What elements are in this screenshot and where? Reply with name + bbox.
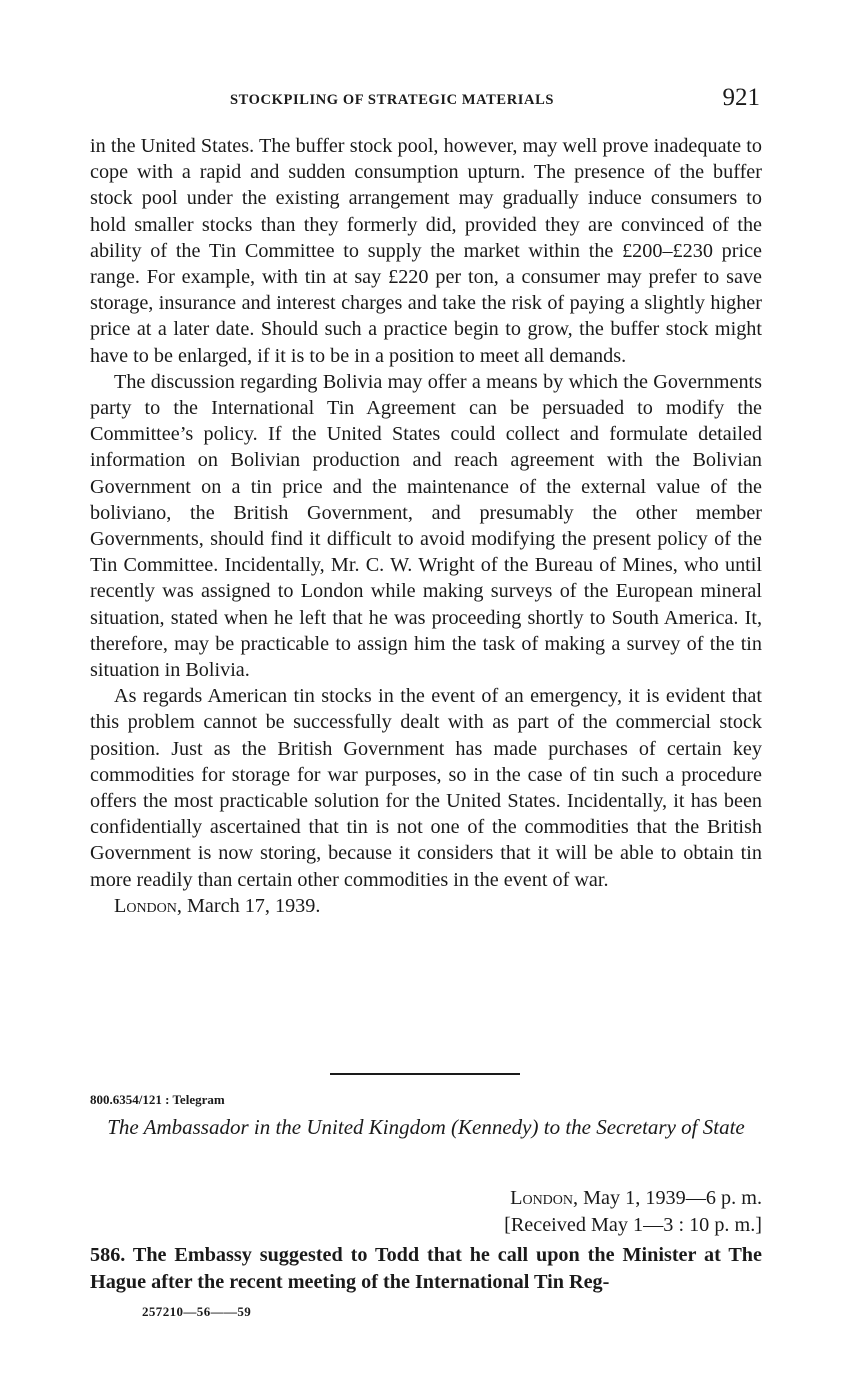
running-head (90, 84, 762, 120)
paragraph-american-stocks: As regards American tin stocks in the event of an emergency, it is evident that this problem cannot be successfully dealt with as part of the commercial stock position. Just as the British Government has made purchases of certain key commodities for storage for war purposes, so in the case of tin such a procedure offers the most practicable solution for the United States. Incidentally, it has been confidentially ascertained that tin is not one of the commodities that the British Government is now storing, because it considers that it will be able to obtain tin more readily than certain other commodities in the event of war. (90, 685, 762, 891)
document-heading: The Ambassador in the United Kingdom (Kennedy) to the Secretary of State (107, 1115, 745, 1139)
document-page (90, 0, 762, 1379)
closing-dateline-date: , March 17, 1939. (176, 894, 321, 917)
received-dateline: [Received May 1—3 : 10 p. m.] (504, 1214, 762, 1236)
sent-dateline-place: London (510, 1187, 574, 1209)
section-divider (330, 1073, 520, 1075)
paragraph-bolivia: The discussion regarding Bolivia may offer a means by which the Governments party to the International Tin Agreement can be persuaded to modify the Committee’s policy. If the United States could collect and formulate detailed information on Bolivian production and reach agreement with the Bolivian Government on a tin price and the maintenance of the external value of the boliviano, the British Government, and presumably the other member Governments, should find it difficult to avoid modifying the present policy of the Tin Committee. Incidentally, Mr. C. W. Wright of the Bureau of Mines, who until recently was assigned to London while making surveys of the European mineral situation, stated when he left that he was proceeding shortly to South America. It, therefore, may be practicable to assign him the task of making a survey of the tin situation in Bolivia. (90, 370, 762, 682)
page-number: 921 (722, 84, 760, 111)
paragraph-continuation: in the United States. The buffer stock pool, however, may well prove inadequate to cope with a rapid and sudden consumption upturn. The presence of the buffer stock pool under the existing arrangement may gradually induce consumers to hold smaller stocks than they formerly did, provided they are convinced of the ability of the Tin Committee to supply the market within the £200–£230 price range. For example, with tin at say £220 per ton, a consumer may prefer to save storage, insurance and interest charges and take the risk of paying a slightly higher price at a later date. Should such a practice begin to grow, the buffer stock might have to be enlarged, if it is to be in a position to meet all demands. (90, 135, 762, 367)
telegram-paragraph: 586. The Embassy suggested to Todd that he call upon the Minister at The Hague after the recent meeting of the International Tin Reg- (90, 1244, 762, 1293)
closing-dateline (90, 893, 762, 919)
sent-dateline-date: , May 1, 1939—6 p. m. (573, 1187, 762, 1209)
body-text (90, 133, 762, 919)
document-id: 800.6354/121 : Telegram (90, 1092, 225, 1107)
telegram-body (90, 1242, 762, 1296)
running-title: STOCKPILING OF STRATEGIC MATERIALS (230, 92, 555, 108)
telegram-dateline (504, 1185, 762, 1239)
printer-mark: 257210—56——59 (142, 1304, 252, 1319)
closing-dateline-place: London (114, 894, 177, 917)
sent-dateline (504, 1185, 762, 1212)
